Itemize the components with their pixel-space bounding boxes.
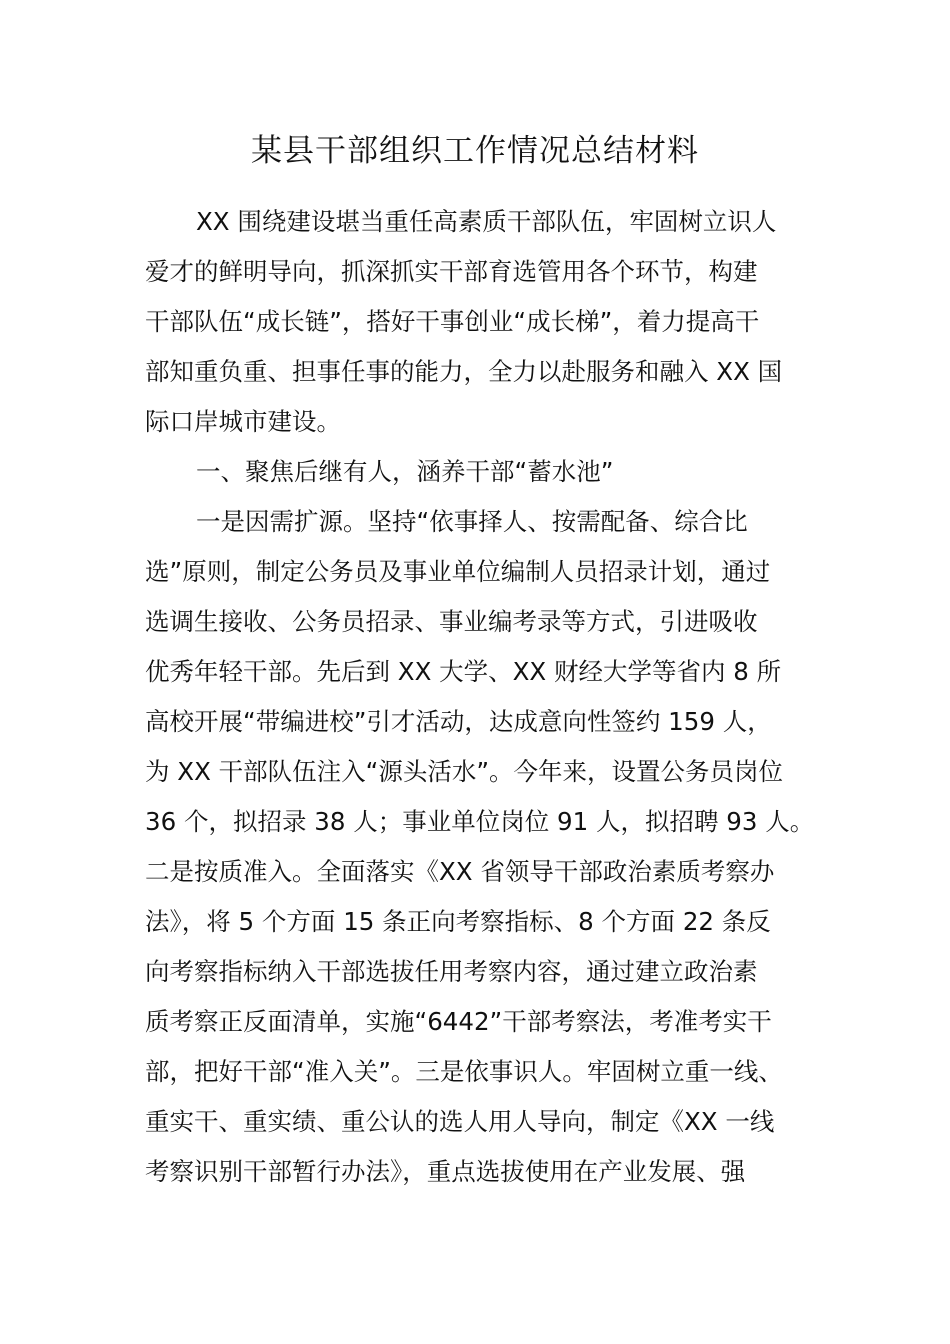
paragraph-line: 优秀年轻干部。先后到 XX 大学、XX 财经大学等省内 8 所 (145, 657, 782, 686)
paragraph-line: 干部队伍“成长链”，搭好干事创业“成长梯”，着力提高干 (145, 307, 760, 336)
paragraph-line: 为 XX 干部队伍注入“源头活水”。今年来，设置公务员岗位 (145, 757, 784, 786)
paragraph-line: 质考察正反面清单，实施“6442”干部考察法，考准考实干 (145, 1007, 772, 1036)
paragraph-line: 考察识别干部暂行办法》，重点选拔使用在产业发展、强 (145, 1157, 746, 1186)
paragraph-line: 高校开展“带编进校”引才活动，达成意向性签约 159 人， (145, 707, 772, 736)
paragraph-line: 选调生接收、公务员招录、事业编考录等方式，引进吸收 (145, 607, 758, 636)
paragraph-line: 向考察指标纳入干部选拔任用考察内容，通过建立政治素 (145, 957, 758, 986)
paragraph-line: 部，把好干部“准入关”。三是依事识人。牢固树立重一线、 (145, 1057, 783, 1086)
paragraph-line: 部知重负重、担事任事的能力，全力以赴服务和融入 XX 国 (145, 357, 783, 386)
paragraph-line: 重实干、重实绩、重公认的选人用人导向，制定《XX 一线 (145, 1107, 775, 1136)
paragraph-line: 爱才的鲜明导向，抓深抓实干部育选管用各个环节，构建 (145, 257, 758, 286)
section-heading: 一、聚焦后继有人，涵养干部“蓄水池” (196, 457, 614, 486)
paragraph-line: XX 围绕建设堪当重任高素质干部队伍，牢固树立识人 (196, 207, 777, 236)
paragraph-line: 法》，将 5 个方面 15 条正向考察指标、8 个方面 22 条反 (145, 907, 771, 936)
paragraph-line: 一是因需扩源。坚持“依事择人、按需配备、综合比 (196, 507, 748, 536)
document-title: 某县干部组织工作情况总结材料 (251, 133, 699, 169)
paragraph-line: 选”原则，制定公务员及事业单位编制人员招录计划，通过 (145, 557, 771, 586)
paragraph-line: 36 个，拟招录 38 人；事业单位岗位 91 人，拟招聘 93 人。 (145, 807, 815, 836)
paragraph-line: 际口岸城市建设。 (145, 407, 341, 436)
paragraph-line: 二是按质准入。全面落实《XX 省领导干部政治素质考察办 (145, 857, 775, 886)
